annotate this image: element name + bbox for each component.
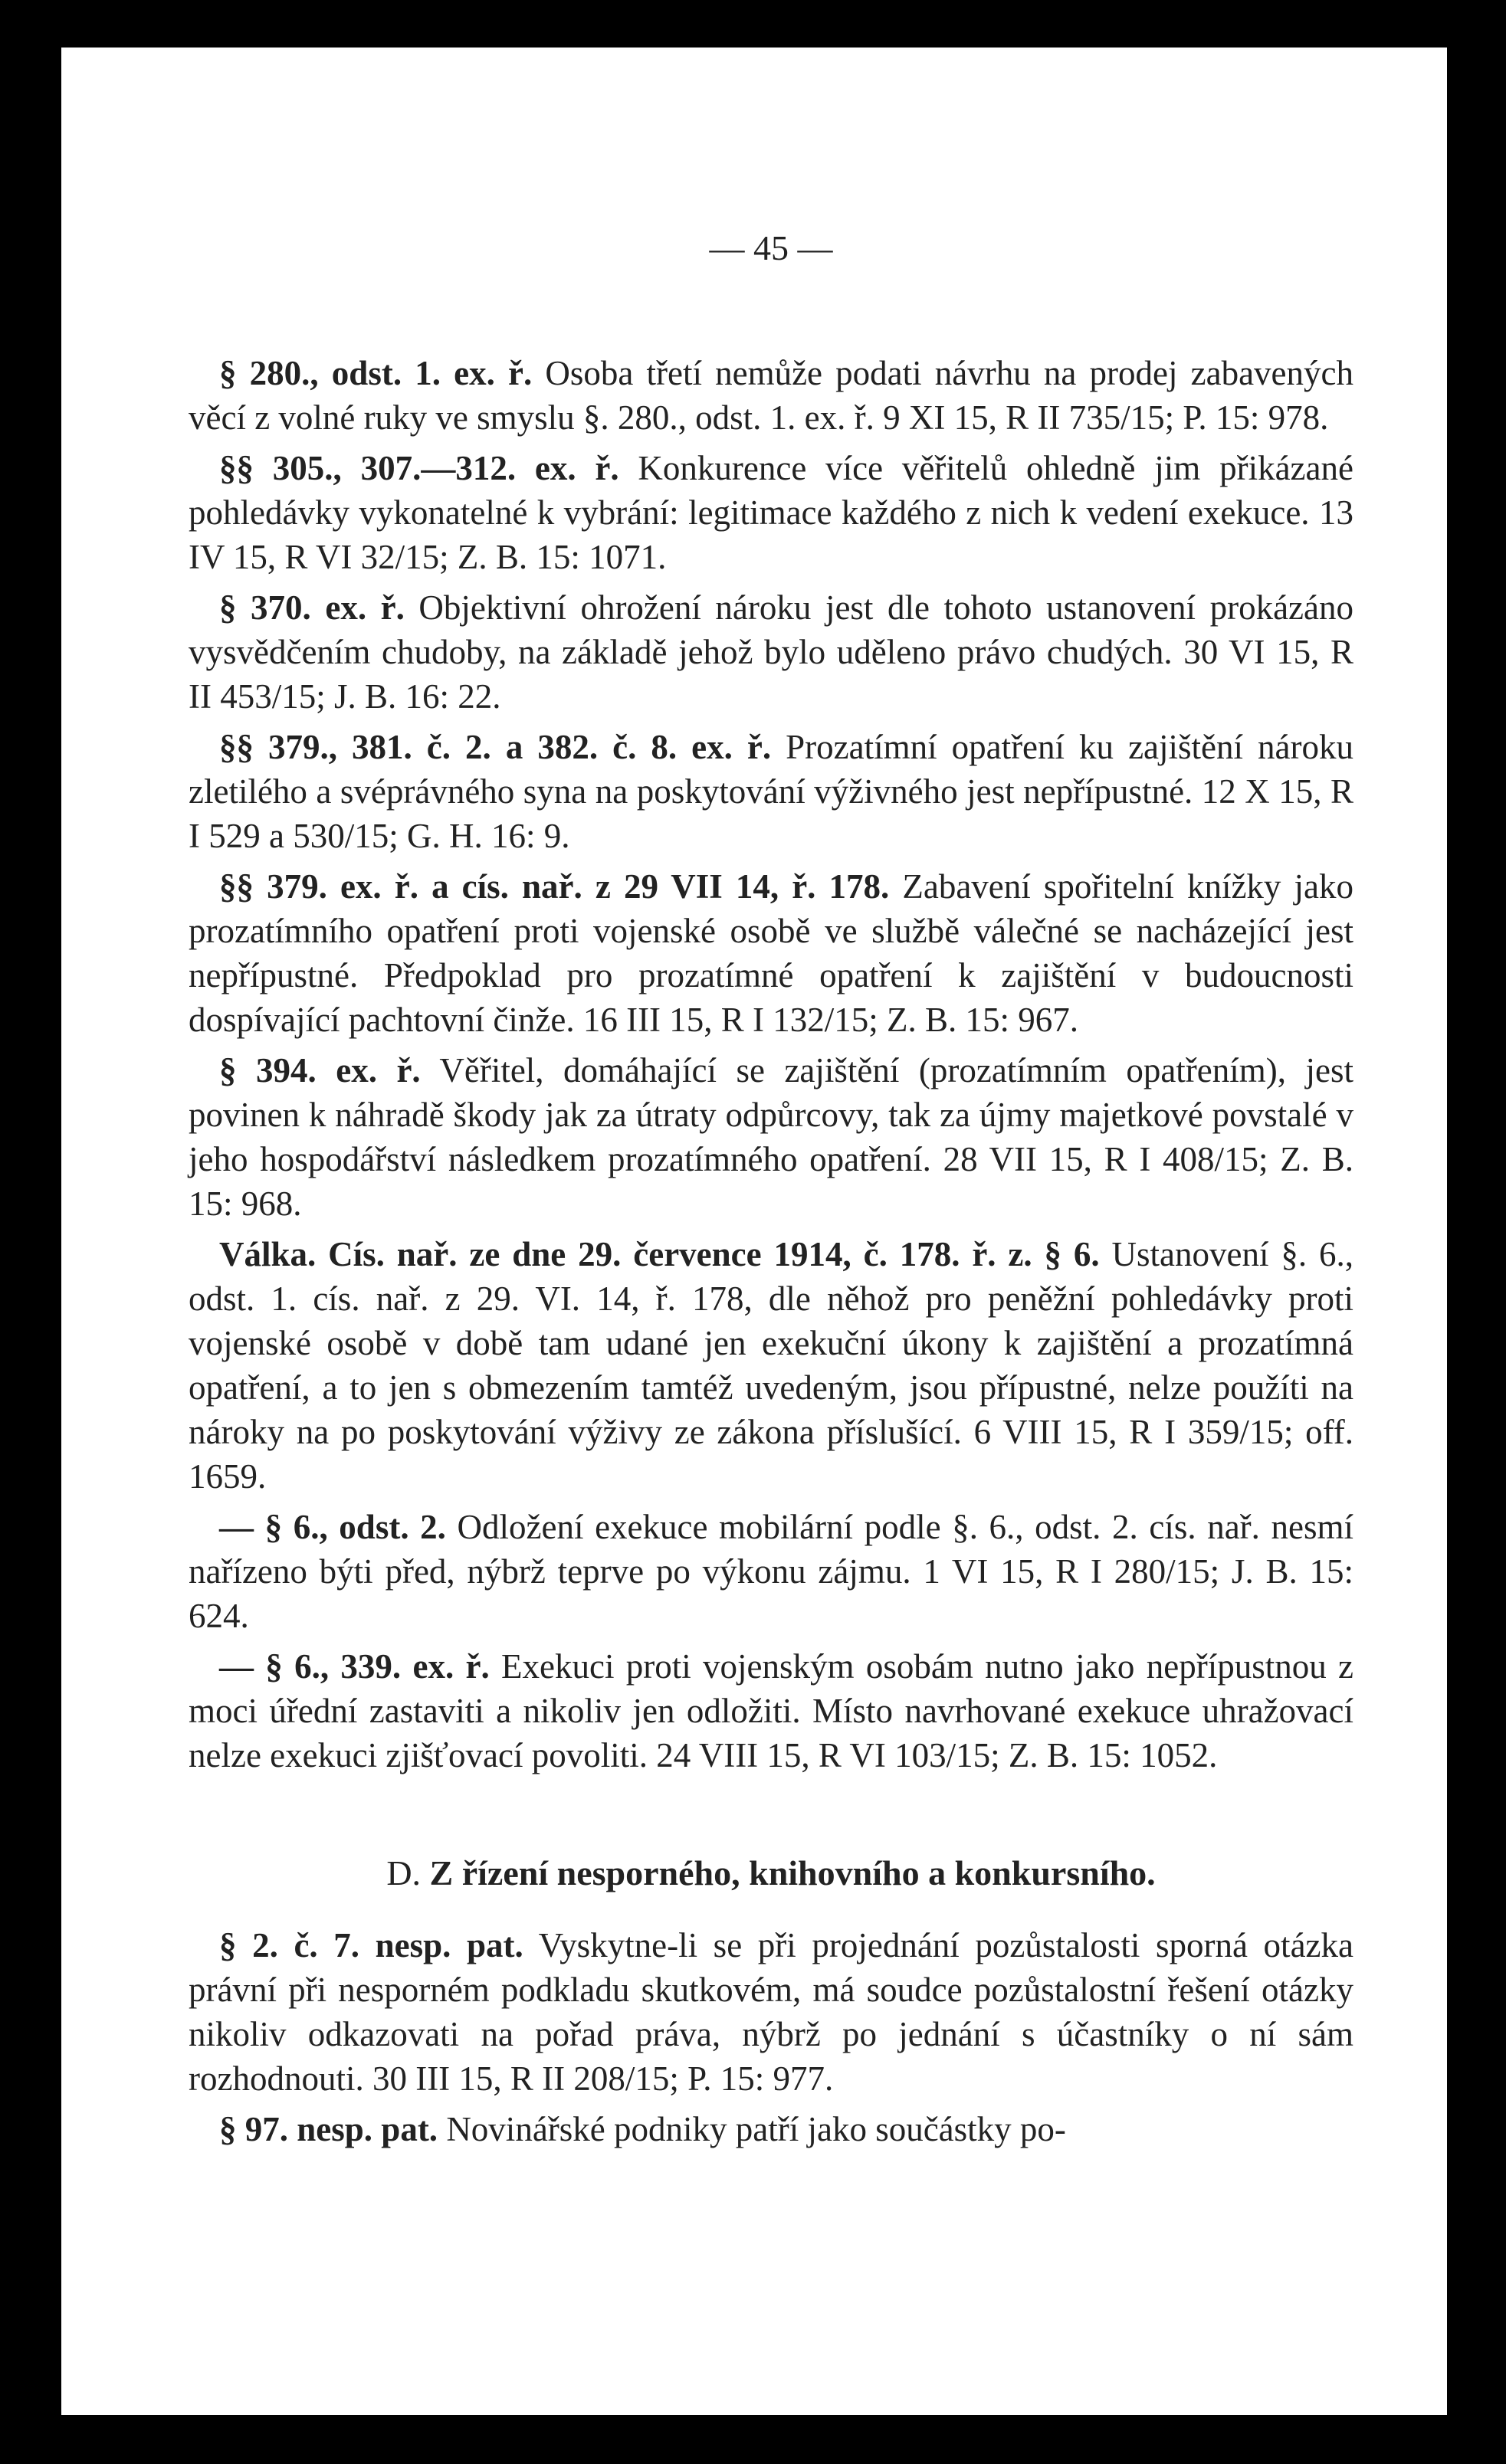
paragraph-text: Novinářské podniky patří jako součástky po- <box>438 2110 1066 2148</box>
paragraph <box>189 1644 1353 1778</box>
paragraph-text: Ustanovení §. 6., odst. 1. cís. nař. z 29. VI. 14, ř. 178, dle něhož pro peněžní pohledávky proti vojenské osobě v době tam udané jen exekuční úkony k zajištění a prozatímná opatření, a to jen s obmezením tamtéž uvedeným, jsou přípustné, nelze použíti na nároky na po poskytování výživy ze zákona příslušící. 6 VIII 15, R I 359/15; off. 1659. <box>189 1235 1353 1496</box>
paragraph-text: Odložení exekuce mobilární podle §. 6., odst. 2. cís. nař. nesmí nařízeno býti před, nýbrž teprve po výkonu zájmu. 1 VI 15, R I 280/15; J. B. 15: 624. <box>189 1508 1353 1635</box>
legal-reference: § 2. č. 7. nesp. pat. <box>219 1926 523 1964</box>
paragraph <box>189 1923 1353 2101</box>
paragraph <box>189 725 1353 858</box>
paragraph <box>189 2107 1353 2151</box>
paragraph <box>189 864 1353 1042</box>
paragraph-text: Zabavení spořitelní knížky jako prozatímního opatření proti vojenské osobě ve službě válečné se nacházející jest nepřípustné. Předpoklad pro prozatímné opatření k zajištění v budoucnosti dospívající pachtovní činže. 16 III 15, R I 132/15; Z. B. 15: 967. <box>189 867 1353 1039</box>
paragraph-text: Osoba třetí nemůže podati návrhu na prodej zabavených věcí z volné ruky ve smyslu §. 280., odst. 1. ex. ř. 9 XI 15, R II 735/15; P. 15: 978. <box>189 354 1353 437</box>
body-text <box>189 351 1353 2158</box>
legal-reference: § 370. ex. ř. <box>219 588 405 627</box>
paragraph <box>189 1505 1353 1638</box>
paragraph-text: Exekuci proti vojenským osobám nutno jako nepřípustnou z moci úřední zastaviti a nikoliv jen odložiti. Místo navrhované exekuce uhražovací nelze exekuci zjišťovací povoliti. 24 VIII 15, R VI 103/15; Z. B. 15: 1052. <box>189 1647 1353 1774</box>
paragraph-text: Věřitel, domáhající se zajištění (prozatímním opatřením), jest povinen k náhradě škody jak za útraty odpůrcovy, tak za újmy majetkové povstalé v jeho hospodářství následkem prozatímného opatření. 28 VII 15, R I 408/15; Z. B. 15: 968. <box>189 1051 1353 1223</box>
paragraph <box>189 1048 1353 1226</box>
paragraph <box>189 585 1353 719</box>
paragraph <box>189 1232 1353 1499</box>
legal-reference: — § 6., odst. 2. <box>219 1508 446 1546</box>
paragraph-text: Prozatímní opatření ku zajištění nároku zletilého a svéprávného syna na poskytování výživného jest nepřípustné. 12 X 15, R I 529 a 530/15; G. H. 16: 9. <box>189 728 1353 855</box>
document-page <box>61 48 1447 2415</box>
section-letter: D. <box>386 1853 422 1892</box>
paragraph <box>189 446 1353 579</box>
paragraph-text: Konkurence více věřitelů ohledně jim přikázané pohledávky vykonatelné k vybrání: legitimace každého z nich k vedení exekuce. 13 IV 15, R VI 32/15; Z. B. 15: 1071. <box>189 449 1353 576</box>
legal-reference: §§ 379. ex. ř. a cís. nař. z 29 VII 14, ř. 178. <box>219 867 890 906</box>
paragraph-text: Objektivní ohrožení nároku jest dle tohoto ustanovení prokázáno vysvědčením chudoby, na základě jehož bylo uděleno právo chudých. 30 VI 15, R II 453/15; J. B. 16: 22. <box>189 588 1353 716</box>
section-title: Z řízení nesporného, knihovního a konkursního. <box>429 1853 1156 1892</box>
legal-reference: — § 6., 339. ex. ř. <box>219 1647 490 1686</box>
legal-reference: § 394. ex. ř. <box>219 1051 421 1089</box>
legal-reference: § 97. nesp. pat. <box>219 2110 438 2148</box>
legal-reference: §§ 379., 381. č. 2. a 382. č. 8. ex. ř. <box>219 728 772 766</box>
legal-reference: Válka. Cís. nař. ze dne 29. července 1914, č. 178. ř. z. § 6. <box>219 1235 1100 1273</box>
page-number: — 45 — <box>709 228 833 267</box>
paragraph-text: Vyskytne-li se při projednání pozůstalosti sporná otázka právní při nesporném podkladu skutkovém, má soudce pozůstalostní řešení otázky nikoliv odkazovati na pořad práva, nýbrž po jednání s účastníky o ní sám rozhodnouti. 30 III 15, R II 208/15; P. 15: 977. <box>189 1926 1353 2098</box>
paragraph <box>189 351 1353 440</box>
legal-reference: § 280., odst. 1. ex. ř. <box>219 354 533 392</box>
section-heading <box>189 1851 1353 1896</box>
legal-reference: §§ 305., 307.—312. ex. ř. <box>219 449 619 487</box>
